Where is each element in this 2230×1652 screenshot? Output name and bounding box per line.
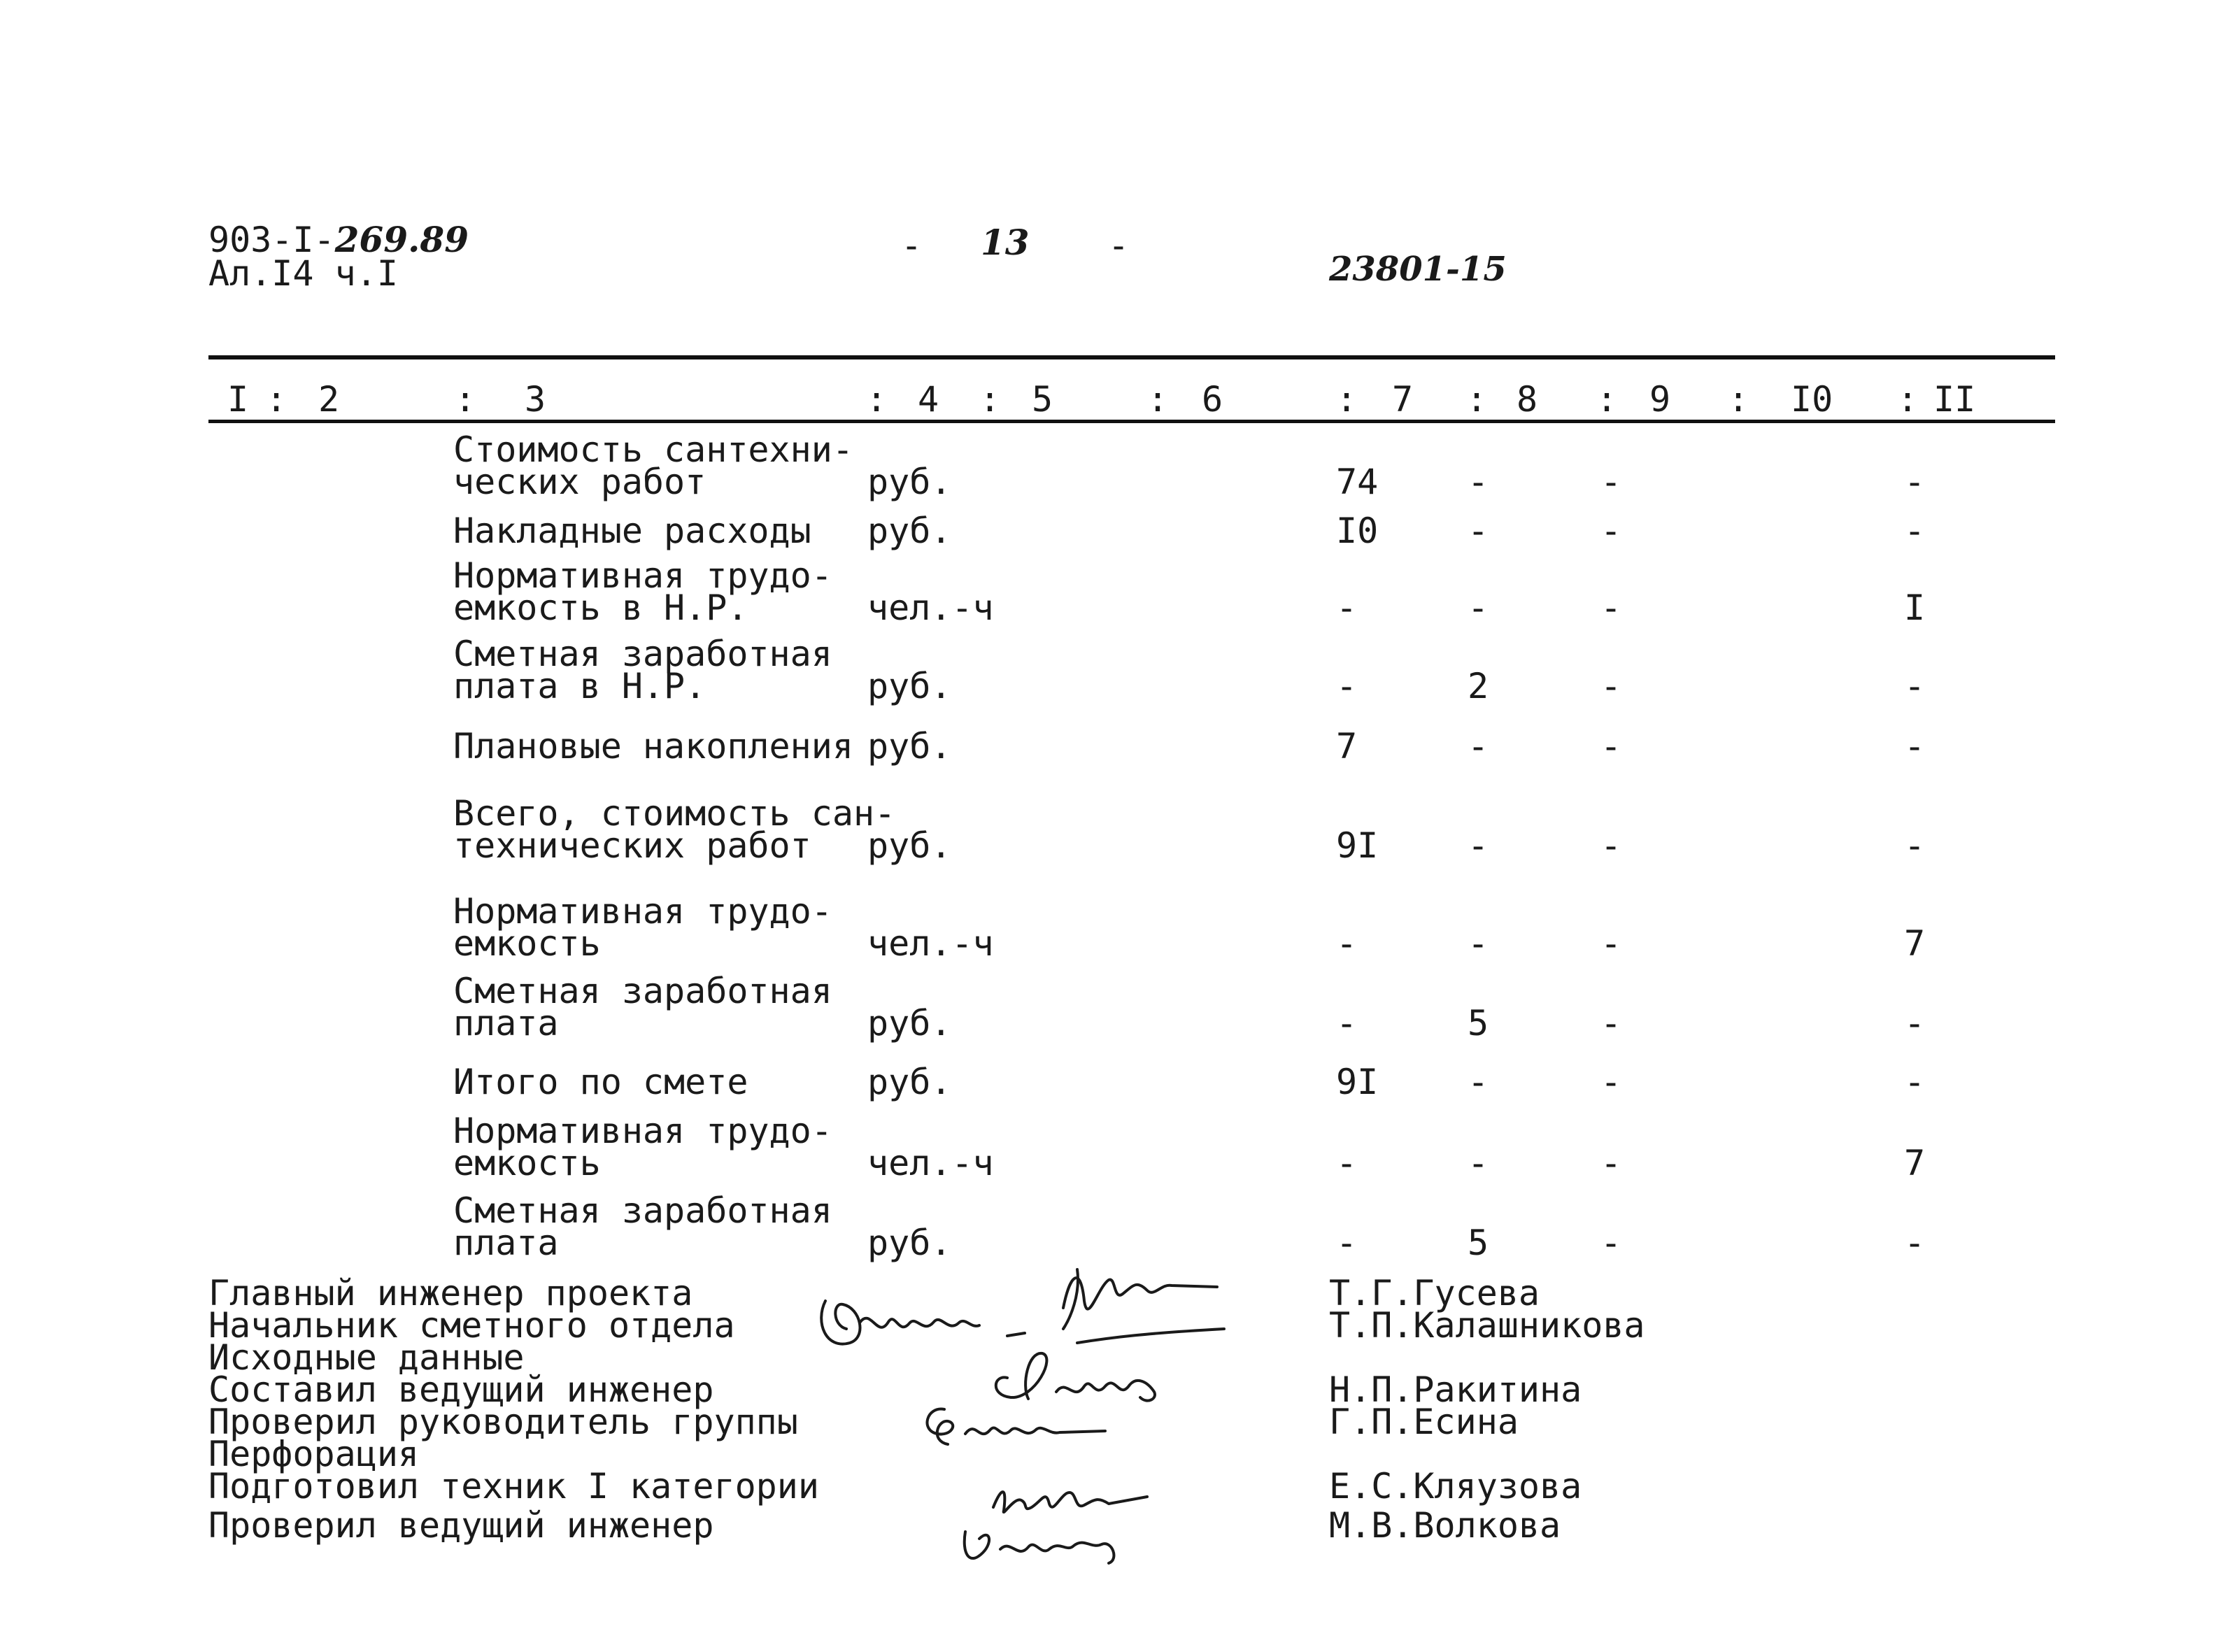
- row-unit: руб.: [867, 1003, 952, 1044]
- row-col-8: -: [1468, 1062, 1489, 1102]
- name-kalashnikova: Т.П.Калашникова: [1329, 1305, 1645, 1346]
- column-header-4: 4: [918, 379, 939, 420]
- row-description-cont: емкость: [453, 923, 601, 964]
- column-separator: :: [1728, 379, 1749, 420]
- row-description: Итого по смете: [453, 1062, 748, 1102]
- row-description: Всего, стоимость сан-: [453, 793, 896, 834]
- row-unit: руб.: [867, 1062, 952, 1102]
- column-separator: :: [979, 379, 1001, 420]
- row-col-7: -: [1336, 1143, 1358, 1183]
- row-col-11: -: [1904, 666, 1926, 706]
- column-separator: :: [266, 379, 287, 420]
- row-description: Стоимость сантехни-: [453, 429, 853, 470]
- row-col-9: -: [1600, 666, 1622, 706]
- document-code-printed: 903-I-: [208, 220, 335, 260]
- name-volkova: М.В.Волкова: [1329, 1505, 1561, 1546]
- row-description-cont: плата: [453, 1223, 559, 1263]
- row-description-cont: емкость в Н.Р.: [453, 588, 748, 628]
- column-header-7: 7: [1392, 379, 1414, 420]
- column-header-2: 2: [318, 379, 340, 420]
- row-description: Сметная заработная: [453, 971, 832, 1011]
- column-header-1: I: [227, 379, 249, 420]
- row-unit: руб.: [867, 511, 952, 551]
- column-header-8: 8: [1517, 379, 1538, 420]
- page-number: 13: [981, 222, 1030, 263]
- row-col-7: -: [1336, 1223, 1358, 1263]
- row-col-9: -: [1600, 588, 1622, 628]
- row-col-7: 9I: [1336, 1062, 1379, 1102]
- row-col-8: -: [1468, 511, 1489, 551]
- role-head-estimate-dept: Начальник сметного отдела: [208, 1305, 735, 1346]
- row-col-11: -: [1904, 462, 1926, 502]
- row-col-9: -: [1600, 462, 1622, 502]
- column-separator: :: [1596, 379, 1618, 420]
- role-checked-lead-engineer: Проверил ведущий инженер: [208, 1505, 714, 1546]
- page-dash-left: -: [901, 225, 923, 266]
- row-unit: чел.-ч: [867, 923, 994, 964]
- column-header-9: 9: [1649, 379, 1671, 420]
- row-col-7: -: [1336, 666, 1358, 706]
- column-separator: :: [866, 379, 888, 420]
- role-source-data: Исходные данные: [208, 1337, 525, 1378]
- row-unit: руб.: [867, 825, 952, 866]
- row-description-cont: ческих работ: [453, 462, 706, 502]
- row-description: Сметная заработная: [453, 1190, 832, 1231]
- row-col-11: -: [1904, 1223, 1926, 1263]
- row-unit: руб.: [867, 666, 952, 706]
- row-col-11: 7: [1904, 923, 1926, 964]
- row-col-9: -: [1600, 511, 1622, 551]
- row-description: Сметная заработная: [453, 634, 832, 674]
- role-checked-group-lead: Проверил руководитель группы: [208, 1402, 798, 1442]
- name-esina: Г.П.Есина: [1329, 1402, 1519, 1442]
- column-header-10: I0: [1791, 379, 1833, 420]
- row-description: Нормативная трудо-: [453, 555, 832, 596]
- row-col-9: -: [1600, 1223, 1622, 1263]
- row-col-8: -: [1468, 462, 1489, 502]
- document-code: [208, 219, 469, 260]
- row-description: Накладные расходы: [453, 511, 811, 551]
- row-unit: чел.-ч: [867, 1143, 994, 1183]
- table-top-rule: [208, 355, 2055, 359]
- signature-esina: [909, 1392, 1119, 1455]
- row-col-7: 9I: [1336, 825, 1379, 866]
- row-col-11: -: [1904, 825, 1926, 866]
- column-separator: :: [1147, 379, 1169, 420]
- column-header-5: 5: [1032, 379, 1053, 420]
- row-description-cont: технических работ: [453, 825, 811, 866]
- column-separator: :: [455, 379, 476, 420]
- row-col-8: -: [1468, 726, 1489, 767]
- row-col-11: -: [1904, 726, 1926, 767]
- role-prepared-by: Подготовил техник I категории: [208, 1466, 819, 1507]
- inventory-number: 23801-15: [1329, 250, 1507, 289]
- column-header-11: II: [1933, 379, 1976, 420]
- role-compiled-by: Составил ведущий инженер: [208, 1369, 714, 1410]
- row-col-9: -: [1600, 1062, 1622, 1102]
- column-separator: :: [1466, 379, 1488, 420]
- row-col-8: 5: [1468, 1003, 1489, 1044]
- page-dash-right: -: [1108, 225, 1130, 266]
- column-separator: :: [1897, 379, 1919, 420]
- row-description: Плановые накопления: [453, 726, 853, 767]
- column-header-6: 6: [1202, 379, 1223, 420]
- row-col-7: -: [1336, 588, 1358, 628]
- row-col-11: I: [1904, 588, 1926, 628]
- name-guseva: Т.Г.Гусева: [1329, 1273, 1540, 1313]
- name-klyauzova: Е.С.Кляузова: [1329, 1466, 1582, 1507]
- column-separator: :: [1336, 379, 1358, 420]
- row-col-8: -: [1468, 825, 1489, 866]
- row-col-8: -: [1468, 588, 1489, 628]
- row-col-9: -: [1600, 1143, 1622, 1183]
- row-col-11: -: [1904, 1003, 1926, 1044]
- row-col-7: -: [1336, 923, 1358, 964]
- row-col-9: -: [1600, 1003, 1622, 1044]
- column-header-3: 3: [525, 379, 546, 420]
- row-col-9: -: [1600, 825, 1622, 866]
- row-col-11: -: [1904, 511, 1926, 551]
- row-col-7: 7: [1336, 726, 1358, 767]
- row-description-cont: емкость: [453, 1143, 601, 1183]
- album-label: Ал.I4 ч.I: [208, 253, 398, 294]
- row-col-7: 74: [1336, 462, 1379, 502]
- role-chief-engineer: Главный инженер проекта: [208, 1273, 693, 1313]
- row-unit: руб.: [867, 1223, 952, 1263]
- row-description: Нормативная трудо-: [453, 891, 832, 932]
- row-description-cont: плата в Н.Р.: [453, 666, 706, 706]
- row-col-8: 5: [1468, 1223, 1489, 1263]
- row-unit: руб.: [867, 726, 952, 767]
- name-rakitina: Н.П.Ракитина: [1329, 1369, 1582, 1410]
- signature-volkova: [951, 1511, 1161, 1574]
- row-unit: руб.: [867, 462, 952, 502]
- row-unit: чел.-ч: [867, 588, 994, 628]
- document-code-handwritten: 269.89: [334, 219, 469, 260]
- table-header-rule: [208, 420, 2055, 423]
- row-col-7: I0: [1336, 511, 1379, 551]
- row-col-11: -: [1904, 1062, 1926, 1102]
- row-description-cont: плата: [453, 1003, 559, 1044]
- row-col-7: -: [1336, 1003, 1358, 1044]
- row-col-8: 2: [1468, 666, 1489, 706]
- row-col-8: -: [1468, 1143, 1489, 1183]
- role-perforation: Перфорация: [208, 1434, 420, 1474]
- row-col-8: -: [1468, 923, 1489, 964]
- row-col-11: 7: [1904, 1143, 1926, 1183]
- row-description: Нормативная трудо-: [453, 1111, 832, 1151]
- row-col-9: -: [1600, 923, 1622, 964]
- row-col-9: -: [1600, 726, 1622, 767]
